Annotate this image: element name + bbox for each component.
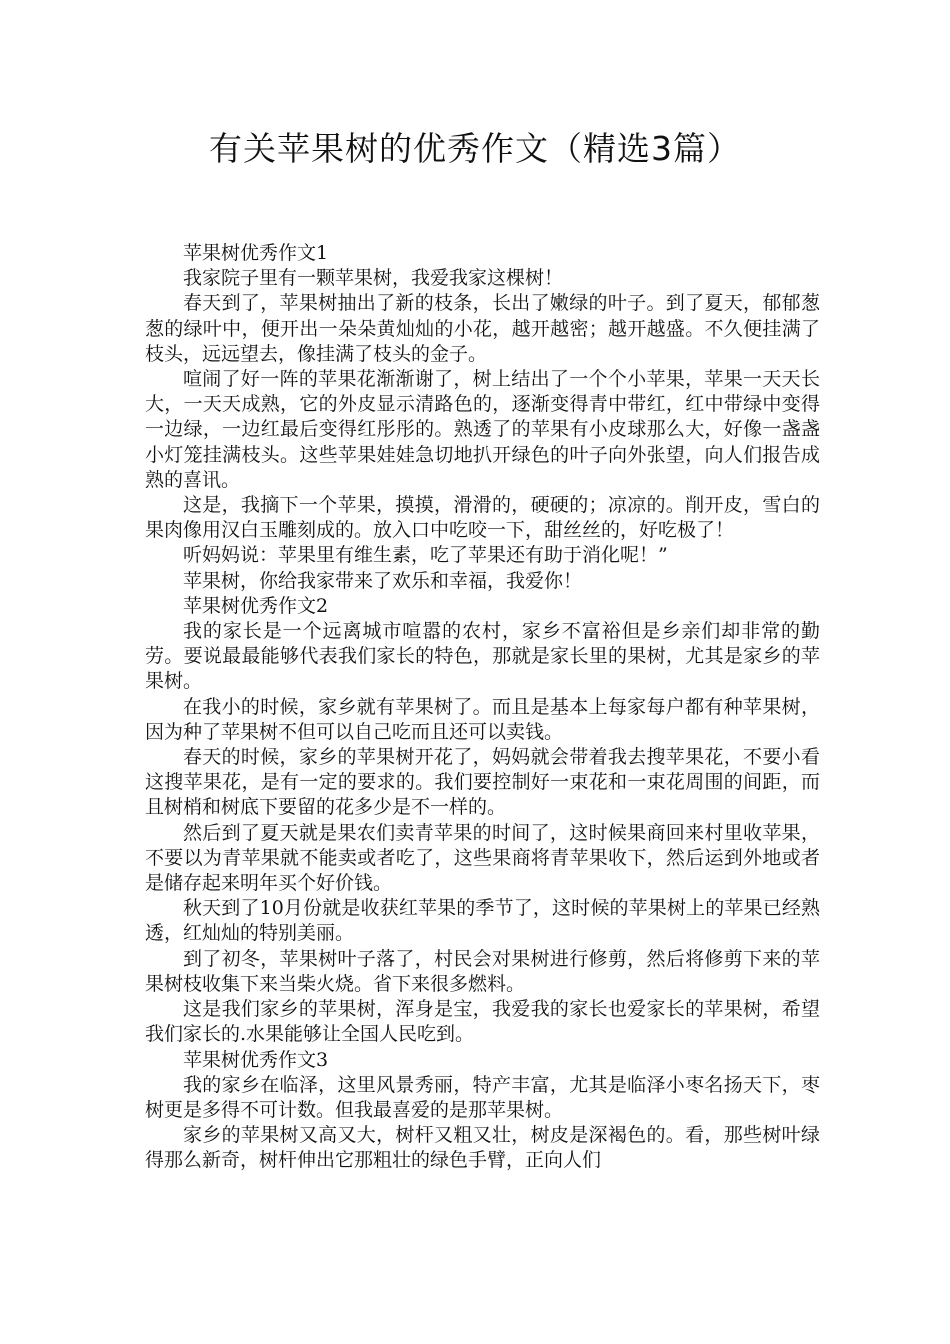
essay-paragraph: 在我小的时候，家乡就有苹果树了。而且是基本上每家每户都有种苹果树，因为种了苹果树不但可以自己吃而且还可以卖钱。 xyxy=(145,695,820,743)
essay-paragraph: 秋天到了10月份就是收获红苹果的季节了，这时候的苹果树上的苹果已经熟透，红灿灿的特别美丽。 xyxy=(145,897,820,945)
essay-paragraph: 这是我们家乡的苹果树，浑身是宝，我爱我的家长也爱家长的苹果树，希望我们家长的.水果能够让全国人民吃到。 xyxy=(145,998,820,1046)
essay-paragraph: 喧闹了好一阵的苹果花渐渐谢了，树上结出了一个个小苹果，苹果一天天长大，一天天成熟，它的外皮显示清路色的，逐渐变得青中带红，红中带绿中变得一边绿，一边红最后变得红彤彤的。熟透了的苹果有小皮球那么大，好像一盏盏小灯笼挂满枝头。这些苹果娃娃急切地扒开绿色的叶子向外张望，向人们报告成熟的喜讯。 xyxy=(145,368,820,491)
essay-heading: 苹果树优秀作文1 xyxy=(183,242,329,264)
document-title: 有关苹果树的优秀作文（精选3篇） xyxy=(209,129,741,168)
essay-paragraph: 然后到了夏天就是果农们卖青苹果的时间了，这时候果商回来村里收苹果，不要以为青苹果就不能卖或者吃了，这些果商将青苹果收下，然后运到外地或者是储存起来明年买个好价钱。 xyxy=(145,821,820,895)
essay-heading: 苹果树优秀作文2 xyxy=(183,594,329,617)
essay-paragraph: 听妈妈说：苹果里有维生素，吃了苹果还有助于消化呢！” xyxy=(183,544,668,567)
essay-paragraph: 家乡的苹果树又高又大，树杆又粗又壮，树皮是深褐色的。看，那些树叶绿得那么新奇，树杆伸出它那粗壮的绿色手臂，正向人们 xyxy=(145,1124,820,1172)
document-body xyxy=(145,241,820,1174)
essay-paragraph: 到了初冬，苹果树叶子落了，村民会对果树进行修剪，然后将修剪下来的苹果树枝收集下来当柴火烧。省下来很多燃料。 xyxy=(145,947,820,995)
essay-paragraph: 春天的时候，家乡的苹果树开花了，妈妈就会带着我去搜苹果花，不要小看这搜苹果花，是有一定的要求的。我们要控制好一束花和一束花周围的间距，而且树梢和树底下要留的花多少是不一样的。 xyxy=(145,746,820,819)
essay-paragraph: 我的家长是一个远离城市喧嚣的农村，家乡不富裕但是乡亲们却非常的勤劳。要说最最能够代表我们家长的特色，那就是家长里的果树，尤其是家乡的苹果树。 xyxy=(145,620,820,693)
essay-paragraph: 苹果树，你给我家带来了欢乐和幸福，我爱你！ xyxy=(183,569,583,592)
essay-paragraph: 我家院子里有一颗苹果树，我爱我家这棵树！ xyxy=(183,267,564,290)
essay-heading: 苹果树优秀作文3 xyxy=(183,1048,329,1071)
essay-paragraph: 我的家乡在临泽，这里风景秀丽，特产丰富，尤其是临泽小枣名扬天下，枣树更是多得不可计数。但我最喜爱的是那苹果树。 xyxy=(145,1073,820,1121)
essay-paragraph: 这是，我摘下一个苹果，摸摸，滑滑的，硬硬的；凉凉的。削开皮，雪白的果肉像用汉白玉雕刻成的。放入口中吃咬一下，甜丝丝的，好吃极了！ xyxy=(145,494,820,542)
essay-paragraph: 春天到了，苹果树抽出了新的枝条，长出了嫩绿的叶子。到了夏天，郁郁葱葱的绿叶中，便开出一朵朵黄灿灿的小花，越开越密；越开越盛。不久便挂满了枝头，远远望去，像挂满了枝头的金子。 xyxy=(145,292,820,365)
